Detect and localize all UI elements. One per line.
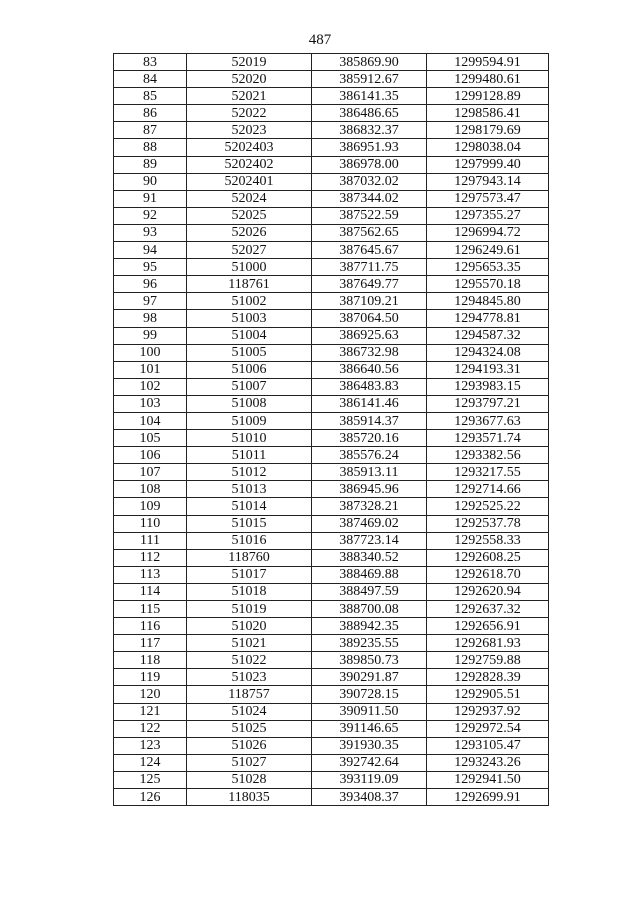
- x-coordinate-cell: 387328.21: [312, 498, 427, 515]
- x-coordinate-cell: 387032.02: [312, 173, 427, 190]
- table-row: [114, 771, 549, 788]
- x-coordinate-cell: 386732.98: [312, 344, 427, 361]
- table-row: [114, 464, 549, 481]
- row-number-cell: 94: [114, 242, 187, 259]
- row-number-cell: 108: [114, 481, 187, 498]
- y-coordinate-cell: 1294778.81: [427, 310, 549, 327]
- y-coordinate-cell: 1294193.31: [427, 361, 549, 378]
- x-coordinate-cell: 387645.67: [312, 242, 427, 259]
- coordinates-table: [113, 53, 549, 806]
- x-coordinate-cell: 388942.35: [312, 618, 427, 635]
- x-coordinate-cell: 388340.52: [312, 549, 427, 566]
- point-id-cell: 51012: [187, 464, 312, 481]
- table-row: [114, 498, 549, 515]
- y-coordinate-cell: 1293983.15: [427, 378, 549, 395]
- table-row: [114, 515, 549, 532]
- x-coordinate-cell: 385869.90: [312, 54, 427, 71]
- y-coordinate-cell: 1295570.18: [427, 276, 549, 293]
- table-row: [114, 430, 549, 447]
- row-number-cell: 120: [114, 686, 187, 703]
- point-id-cell: 52022: [187, 105, 312, 122]
- y-coordinate-cell: 1296994.72: [427, 224, 549, 241]
- row-number-cell: 125: [114, 771, 187, 788]
- x-coordinate-cell: 391930.35: [312, 737, 427, 754]
- x-coordinate-cell: 387522.59: [312, 207, 427, 224]
- point-id-cell: 118035: [187, 789, 312, 806]
- y-coordinate-cell: 1292618.70: [427, 566, 549, 583]
- row-number-cell: 121: [114, 703, 187, 720]
- table-row: [114, 703, 549, 720]
- point-id-cell: 51009: [187, 412, 312, 429]
- x-coordinate-cell: 385912.67: [312, 71, 427, 88]
- row-number-cell: 100: [114, 344, 187, 361]
- x-coordinate-cell: 385913.11: [312, 464, 427, 481]
- point-id-cell: 118757: [187, 686, 312, 703]
- x-coordinate-cell: 386945.96: [312, 481, 427, 498]
- y-coordinate-cell: 1294587.32: [427, 327, 549, 344]
- point-id-cell: 52026: [187, 224, 312, 241]
- table-row: [114, 532, 549, 549]
- table-row: [114, 737, 549, 754]
- point-id-cell: 51017: [187, 566, 312, 583]
- point-id-cell: 5202402: [187, 156, 312, 173]
- x-coordinate-cell: 387469.02: [312, 515, 427, 532]
- y-coordinate-cell: 1292828.39: [427, 669, 549, 686]
- table-row: [114, 618, 549, 635]
- row-number-cell: 99: [114, 327, 187, 344]
- row-number-cell: 86: [114, 105, 187, 122]
- y-coordinate-cell: 1292537.78: [427, 515, 549, 532]
- y-coordinate-cell: 1292759.88: [427, 652, 549, 669]
- y-coordinate-cell: 1292620.94: [427, 583, 549, 600]
- table-row: [114, 720, 549, 737]
- x-coordinate-cell: 386640.56: [312, 361, 427, 378]
- x-coordinate-cell: 390728.15: [312, 686, 427, 703]
- table-row: [114, 327, 549, 344]
- x-coordinate-cell: 386978.00: [312, 156, 427, 173]
- point-id-cell: 51011: [187, 447, 312, 464]
- table-row: [114, 361, 549, 378]
- x-coordinate-cell: 386951.93: [312, 139, 427, 156]
- x-coordinate-cell: 386141.46: [312, 395, 427, 412]
- point-id-cell: 51008: [187, 395, 312, 412]
- point-id-cell: 51010: [187, 430, 312, 447]
- point-id-cell: 51014: [187, 498, 312, 515]
- point-id-cell: 52027: [187, 242, 312, 259]
- x-coordinate-cell: 387562.65: [312, 224, 427, 241]
- y-coordinate-cell: 1298586.41: [427, 105, 549, 122]
- y-coordinate-cell: 1298038.04: [427, 139, 549, 156]
- row-number-cell: 119: [114, 669, 187, 686]
- table-row: [114, 395, 549, 412]
- y-coordinate-cell: 1292558.33: [427, 532, 549, 549]
- table-row: [114, 447, 549, 464]
- x-coordinate-cell: 386141.35: [312, 88, 427, 105]
- y-coordinate-cell: 1292656.91: [427, 618, 549, 635]
- row-number-cell: 97: [114, 293, 187, 310]
- point-id-cell: 51023: [187, 669, 312, 686]
- x-coordinate-cell: 387723.14: [312, 532, 427, 549]
- row-number-cell: 92: [114, 207, 187, 224]
- x-coordinate-cell: 387711.75: [312, 259, 427, 276]
- x-coordinate-cell: 386925.63: [312, 327, 427, 344]
- x-coordinate-cell: 386832.37: [312, 122, 427, 139]
- point-id-cell: 51028: [187, 771, 312, 788]
- row-number-cell: 105: [114, 430, 187, 447]
- point-id-cell: 51022: [187, 652, 312, 669]
- table-row: [114, 310, 549, 327]
- y-coordinate-cell: 1292941.50: [427, 771, 549, 788]
- table-row: [114, 276, 549, 293]
- row-number-cell: 91: [114, 190, 187, 207]
- x-coordinate-cell: 387109.21: [312, 293, 427, 310]
- table-row: [114, 754, 549, 771]
- table-row: [114, 173, 549, 190]
- y-coordinate-cell: 1293797.21: [427, 395, 549, 412]
- point-id-cell: 51021: [187, 635, 312, 652]
- y-coordinate-cell: 1299480.61: [427, 71, 549, 88]
- row-number-cell: 116: [114, 618, 187, 635]
- point-id-cell: 5202401: [187, 173, 312, 190]
- table-row: [114, 207, 549, 224]
- row-number-cell: 88: [114, 139, 187, 156]
- x-coordinate-cell: 388700.08: [312, 601, 427, 618]
- y-coordinate-cell: 1293571.74: [427, 430, 549, 447]
- row-number-cell: 89: [114, 156, 187, 173]
- x-coordinate-cell: 389850.73: [312, 652, 427, 669]
- point-id-cell: 51007: [187, 378, 312, 395]
- row-number-cell: 110: [114, 515, 187, 532]
- row-number-cell: 112: [114, 549, 187, 566]
- x-coordinate-cell: 385576.24: [312, 447, 427, 464]
- row-number-cell: 113: [114, 566, 187, 583]
- row-number-cell: 87: [114, 122, 187, 139]
- y-coordinate-cell: 1292525.22: [427, 498, 549, 515]
- y-coordinate-cell: 1296249.61: [427, 242, 549, 259]
- table-row: [114, 71, 549, 88]
- point-id-cell: 51016: [187, 532, 312, 549]
- y-coordinate-cell: 1298179.69: [427, 122, 549, 139]
- table-row: [114, 686, 549, 703]
- y-coordinate-cell: 1294324.08: [427, 344, 549, 361]
- row-number-cell: 126: [114, 789, 187, 806]
- page-number: 487: [308, 32, 332, 48]
- y-coordinate-cell: 1297573.47: [427, 190, 549, 207]
- row-number-cell: 101: [114, 361, 187, 378]
- y-coordinate-cell: 1299594.91: [427, 54, 549, 71]
- point-id-cell: 51024: [187, 703, 312, 720]
- y-coordinate-cell: 1294845.80: [427, 293, 549, 310]
- table-row: [114, 344, 549, 361]
- row-number-cell: 122: [114, 720, 187, 737]
- row-number-cell: 104: [114, 412, 187, 429]
- row-number-cell: 106: [114, 447, 187, 464]
- table-row: [114, 652, 549, 669]
- table-row: [114, 122, 549, 139]
- table-row: [114, 789, 549, 806]
- table-row: [114, 190, 549, 207]
- table-row: [114, 583, 549, 600]
- point-id-cell: 51003: [187, 310, 312, 327]
- row-number-cell: 107: [114, 464, 187, 481]
- table-row: [114, 139, 549, 156]
- point-id-cell: 118760: [187, 549, 312, 566]
- point-id-cell: 51015: [187, 515, 312, 532]
- row-number-cell: 95: [114, 259, 187, 276]
- y-coordinate-cell: 1292905.51: [427, 686, 549, 703]
- row-number-cell: 84: [114, 71, 187, 88]
- table-row: [114, 412, 549, 429]
- point-id-cell: 52020: [187, 71, 312, 88]
- point-id-cell: 52023: [187, 122, 312, 139]
- y-coordinate-cell: 1293243.26: [427, 754, 549, 771]
- y-coordinate-cell: 1292972.54: [427, 720, 549, 737]
- point-id-cell: 51026: [187, 737, 312, 754]
- y-coordinate-cell: 1297355.27: [427, 207, 549, 224]
- row-number-cell: 123: [114, 737, 187, 754]
- y-coordinate-cell: 1293382.56: [427, 447, 549, 464]
- y-coordinate-cell: 1292714.66: [427, 481, 549, 498]
- y-coordinate-cell: 1293217.55: [427, 464, 549, 481]
- y-coordinate-cell: 1292608.25: [427, 549, 549, 566]
- row-number-cell: 96: [114, 276, 187, 293]
- row-number-cell: 124: [114, 754, 187, 771]
- x-coordinate-cell: 392742.64: [312, 754, 427, 771]
- row-number-cell: 109: [114, 498, 187, 515]
- row-number-cell: 102: [114, 378, 187, 395]
- y-coordinate-cell: 1292681.93: [427, 635, 549, 652]
- table-body: [114, 54, 549, 806]
- point-id-cell: 51013: [187, 481, 312, 498]
- table-row: [114, 242, 549, 259]
- point-id-cell: 51004: [187, 327, 312, 344]
- point-id-cell: 51005: [187, 344, 312, 361]
- x-coordinate-cell: 390291.87: [312, 669, 427, 686]
- table-row: [114, 54, 549, 71]
- point-id-cell: 51006: [187, 361, 312, 378]
- x-coordinate-cell: 390911.50: [312, 703, 427, 720]
- table-row: [114, 156, 549, 173]
- y-coordinate-cell: 1293105.47: [427, 737, 549, 754]
- point-id-cell: 52025: [187, 207, 312, 224]
- point-id-cell: 51025: [187, 720, 312, 737]
- point-id-cell: 52024: [187, 190, 312, 207]
- point-id-cell: 51027: [187, 754, 312, 771]
- point-id-cell: 5202403: [187, 139, 312, 156]
- row-number-cell: 115: [114, 601, 187, 618]
- point-id-cell: 51020: [187, 618, 312, 635]
- table-row: [114, 224, 549, 241]
- table-row: [114, 378, 549, 395]
- x-coordinate-cell: 386486.65: [312, 105, 427, 122]
- table-row: [114, 669, 549, 686]
- point-id-cell: 51019: [187, 601, 312, 618]
- table-row: [114, 259, 549, 276]
- point-id-cell: 51000: [187, 259, 312, 276]
- row-number-cell: 85: [114, 88, 187, 105]
- x-coordinate-cell: 385914.37: [312, 412, 427, 429]
- y-coordinate-cell: 1299128.89: [427, 88, 549, 105]
- x-coordinate-cell: 393408.37: [312, 789, 427, 806]
- row-number-cell: 83: [114, 54, 187, 71]
- row-number-cell: 111: [114, 532, 187, 549]
- y-coordinate-cell: 1292937.92: [427, 703, 549, 720]
- point-id-cell: 51018: [187, 583, 312, 600]
- x-coordinate-cell: 388497.59: [312, 583, 427, 600]
- point-id-cell: 52021: [187, 88, 312, 105]
- table-row: [114, 88, 549, 105]
- x-coordinate-cell: 393119.09: [312, 771, 427, 788]
- row-number-cell: 117: [114, 635, 187, 652]
- x-coordinate-cell: 386483.83: [312, 378, 427, 395]
- point-id-cell: 51002: [187, 293, 312, 310]
- row-number-cell: 93: [114, 224, 187, 241]
- row-number-cell: 98: [114, 310, 187, 327]
- y-coordinate-cell: 1295653.35: [427, 259, 549, 276]
- x-coordinate-cell: 388469.88: [312, 566, 427, 583]
- table-row: [114, 481, 549, 498]
- table-row: [114, 105, 549, 122]
- x-coordinate-cell: 387344.02: [312, 190, 427, 207]
- y-coordinate-cell: 1297943.14: [427, 173, 549, 190]
- y-coordinate-cell: 1292699.91: [427, 789, 549, 806]
- x-coordinate-cell: 387064.50: [312, 310, 427, 327]
- x-coordinate-cell: 389235.55: [312, 635, 427, 652]
- table-row: [114, 549, 549, 566]
- table-row: [114, 601, 549, 618]
- point-id-cell: 52019: [187, 54, 312, 71]
- table-row: [114, 566, 549, 583]
- row-number-cell: 103: [114, 395, 187, 412]
- y-coordinate-cell: 1293677.63: [427, 412, 549, 429]
- row-number-cell: 114: [114, 583, 187, 600]
- x-coordinate-cell: 387649.77: [312, 276, 427, 293]
- row-number-cell: 90: [114, 173, 187, 190]
- table-row: [114, 293, 549, 310]
- x-coordinate-cell: 391146.65: [312, 720, 427, 737]
- y-coordinate-cell: 1297999.40: [427, 156, 549, 173]
- y-coordinate-cell: 1292637.32: [427, 601, 549, 618]
- table-row: [114, 635, 549, 652]
- point-id-cell: 118761: [187, 276, 312, 293]
- row-number-cell: 118: [114, 652, 187, 669]
- x-coordinate-cell: 385720.16: [312, 430, 427, 447]
